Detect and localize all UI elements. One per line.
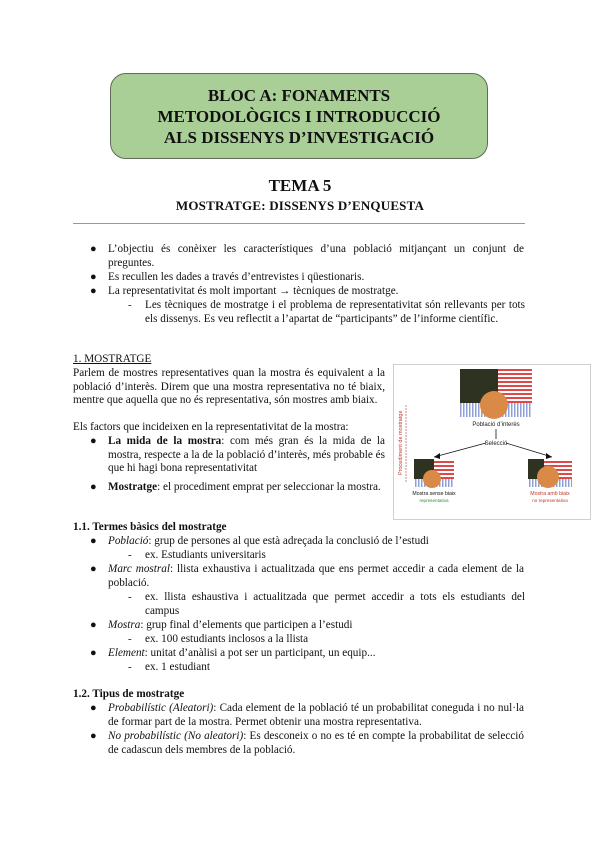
selection-label: Selecció — [484, 441, 508, 447]
type-item — [108, 702, 524, 729]
left-sample-label: Mostra sense biaix — [412, 491, 456, 497]
factor-1-text: : com més gran és la mida de la mostra, respecte a la de la població d’interès, més probable és que hi hagi bona representativitat — [108, 435, 385, 474]
term-name: Mostra — [108, 619, 141, 631]
term-name: Marc mostral — [108, 563, 170, 575]
bullet-icon: ● — [90, 702, 97, 714]
type-name: Probabilístic (Aleatori) — [108, 702, 214, 714]
section-1-heading: 1. MOSTRATGE — [73, 353, 152, 365]
type-item — [108, 730, 524, 757]
intro-sub-bullet: Les tècniques de mostratge i el problema de representativitat són rellevants per tots els dissenys. Es veu reflectit a l’apartat de “participants” de l’informe científic. — [145, 299, 525, 325]
type-text: : Cada element de la població té un probabilitat coneguda i no nul·la de formar part de la mostra. Permet obtenir una mostra representativa. — [108, 702, 525, 728]
term-item — [108, 535, 524, 549]
arrow-left-head — [434, 453, 440, 459]
type-text: : Es desconeix o no es té en compte la probabilitat de selecció de cadascun dels membres de la població. — [108, 730, 524, 756]
arrow-right — [506, 443, 552, 457]
right-sample-label-2: no representativa — [532, 498, 568, 503]
term-example: ex. 100 estudiants inclosos a la llista — [145, 633, 309, 645]
bullet-icon: ● — [90, 271, 97, 283]
arrow-right-head — [546, 453, 552, 459]
dash-icon: - — [128, 591, 132, 603]
dash-icon: - — [128, 549, 132, 561]
sampling-diagram — [393, 364, 591, 520]
term-text: : unitat d’anàlisi a pot ser un participant, un equip... — [144, 647, 376, 659]
term-text: : grup de persones al que està adreçada la conclusió de l’estudi — [148, 535, 429, 547]
factors-intro: Els factors que incideixen en la representativitat de la mostra: — [73, 421, 349, 433]
dash-icon: - — [128, 299, 132, 311]
left-sample-label-2: representativa — [419, 498, 449, 503]
population-label: Població d’interès — [472, 422, 520, 428]
factor-1-term: La mida de la mostra — [108, 435, 222, 447]
divider — [73, 223, 525, 224]
bullet-icon: ● — [90, 243, 97, 255]
term-name: Element — [108, 647, 145, 659]
tema-subtitle: MOSTRATGE: DISSENYS D’ENQUESTA — [175, 198, 425, 213]
banner-line-1: BLOC A: FONAMENTS — [207, 85, 391, 105]
term-text: : llista exhaustiva i actualitzada que ens permet accedir a cada element de la població. — [108, 563, 525, 589]
factor-1 — [108, 435, 385, 476]
section-1-2-heading: 1.2. Tipus de mostratge — [73, 688, 185, 700]
term-text: : grup final d’elements que participen a l’estudi — [140, 619, 353, 631]
banner-line-2: METODOLÒGICS I INTRODUCCIÓ — [157, 106, 441, 126]
term-item — [108, 619, 524, 633]
intro-bullet-2: Es recullen les dades a través d’entrevistes i qüestionaris. — [108, 271, 365, 283]
bullet-icon: ● — [90, 563, 97, 575]
type-name: No probabilístic (No aleatori) — [108, 730, 244, 742]
bullet-icon: ● — [90, 619, 97, 631]
factor-2 — [108, 481, 385, 495]
dash-icon: - — [128, 661, 132, 673]
bullet-icon: ● — [90, 730, 97, 742]
term-name: Població — [108, 535, 149, 547]
bullet-icon: ● — [90, 535, 97, 547]
right-sample-circle — [537, 466, 559, 488]
term-example: ex. llista eshaustiva i actualitzada que permet accedir a tots els estudiants del campus — [145, 591, 525, 617]
intro-bullet-3: La representativitat és molt important → tècniques de mostratge. — [108, 285, 399, 297]
factor-2-text: : el procediment emprat per seleccionar la mostra. — [157, 481, 381, 493]
left-sample-circle — [423, 470, 441, 488]
arrow-left — [434, 443, 486, 457]
term-example: ex. Estudiants universitaris — [145, 549, 266, 561]
term-item — [108, 647, 524, 661]
population-circle — [480, 391, 508, 419]
bloc-banner — [110, 73, 488, 159]
sampling-diagram-svg — [394, 365, 590, 519]
section-1-1-heading: 1.1. Termes bàsics del mostratge — [73, 521, 227, 533]
procedure-label: Procediment de mostratge — [398, 410, 404, 475]
right-sample-label: Mostra amb biaix — [530, 491, 570, 497]
bullet-icon: ● — [90, 285, 97, 297]
banner-line-3: ALS DISSENYS D’INVESTIGACIÓ — [163, 127, 435, 147]
factor-2-term: Mostratge — [108, 481, 158, 493]
intro-bullet-1: L’objectiu és conèixer les característiques d’una població mitjançant un conjunt de preguntes. — [108, 243, 524, 269]
term-item — [108, 563, 524, 590]
bullet-icon: ● — [90, 435, 97, 447]
dash-icon: - — [128, 633, 132, 645]
section-1-paragraph: Parlem de mostres representatives quan la mostra és equivalent a la població d’interès. Direm que una mostra representativa no té biaix, mentre que aquella que no és representativa, són mostres amb biaix. — [73, 367, 385, 406]
bullet-icon: ● — [90, 647, 97, 659]
tema-title: TEMA 5 — [268, 176, 332, 195]
bullet-icon: ● — [90, 481, 97, 493]
term-example: ex. 1 estudiant — [145, 661, 210, 673]
